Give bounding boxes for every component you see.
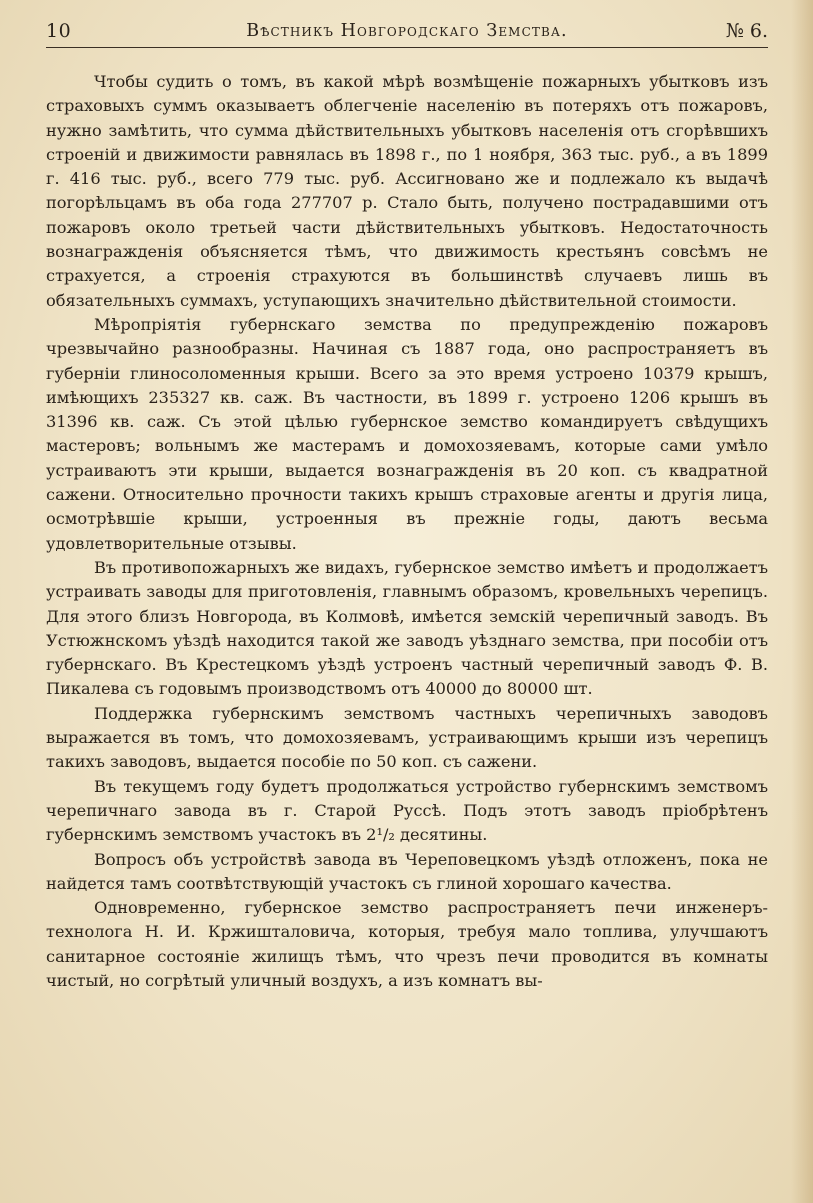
paragraph-stoves: Одновременно, губернское земство распространяетъ печи инженеръ-технолога Н. И. Кржишталовича, которыя, требуя мало топлива, улучшаютъ санитарное состояніе жилищъ тѣмъ, что чрезъ печи проводится въ комнаты чистый, но согрѣтый уличный воздухъ, а изъ комнатъ вы-: [46, 898, 768, 990]
paragraph-tile-factories: Въ противопожарныхъ же видахъ, губернское земство имѣетъ и продолжаетъ устраивать заводы для приготовленія, главнымъ образомъ, кровельныхъ черепицъ. Для этого близъ Новгорода, въ Колмовѣ, имѣется земскій черепичный заводъ. Въ Устюжнскомъ уѣздѣ находится такой же заводъ уѣзднаго земства, при пособіи отъ губернскаго. Въ Крестецкомъ уѣздѣ устроенъ частный черепичный заводъ Ф. В. Пикалева съ годовымъ производствомъ отъ 40000 до 80000 шт.: [46, 557, 768, 699]
paragraph-clay-straw-roofs: Мѣропріятія губернскаго земства по предупрежденію пожаровъ чрезвычайно разнообразны. Начиная съ 1887 года, оно распространяетъ въ губерніи глиносоломенныя крыши. Всего за это время устроено 10379 крышъ, имѣющихъ 235327 кв. саж. Въ частности, въ 1899 г. устроено 1206 крышъ въ 31396 кв. саж. Съ этой цѣлью губернское земство командируетъ свѣдущихъ мастеровъ; вольнымъ же мастерамъ и домохозяевамъ, которые сами умѣло устраиваютъ эти крыши, выдается вознагражденія въ 20 коп. съ квадратной сажени. Относительно прочности такихъ крышъ страховые агенты и другія лица, осмотрѣвшіе крыши, устроенныя въ прежніе годы, даютъ весьма удовлетворительные отзывы.: [46, 314, 768, 553]
journal-title: Вѣстникъ Новгородскаго Земства.: [246, 21, 568, 41]
page-number: 10: [46, 20, 72, 42]
page-edge-shadow: [791, 0, 813, 1203]
paragraph-fire-losses: Чтобы судить о томъ, въ какой мѣрѣ возмѣщеніе пожарныхъ убытковъ изъ страховыхъ суммъ оказываетъ облегченіе населенію въ потеряхъ отъ пожаровъ, нужно замѣтить, что сумма дѣйствительныхъ убытковъ населенія отъ сгорѣвшихъ строеній и движимости равнялась въ 1898 г., по 1 ноября, 363 тыс. руб., а въ 1899 г. 416 тыс. руб., всего 779 тыс. руб. Ассигновано же и подлежало къ выдачѣ погорѣльцамъ въ оба года 277707 р. Стало быть, получено пострадавшими отъ пожаровъ около третьей части дѣйствительныхъ убытковъ. Недостаточность вознагражденія объясняется тѣмъ, что движимость крестьянъ совсѣмъ не страхуется, а строенія страхуются въ большинствѣ случаевъ лишь въ обязательныхъ суммахъ, уступающихъ значительно дѣйствительной стоимости.: [46, 72, 768, 310]
issue-number: № 6.: [725, 20, 768, 42]
paragraph-staraya-russa: Въ текущемъ году будетъ продолжаться устройство губернскимъ земствомъ черепичнаго завода въ г. Старой Руссѣ. Подъ этотъ заводъ пріобрѣтенъ губернскимъ земствомъ участокъ въ 2¹/₂ десятины.: [46, 776, 768, 845]
running-header: [46, 18, 768, 48]
article-body: [46, 70, 768, 993]
header-rule: [46, 47, 768, 48]
paragraph-factory-support: Поддержка губернскимъ земствомъ частныхъ черепичныхъ заводовъ выражается въ томъ, что домохозяевамъ, устраивающимъ крыши изъ черепицъ такихъ заводовъ, выдается пособіе по 50 коп. съ сажени.: [46, 703, 768, 772]
paragraph-cherepovets: Вопросъ объ устройствѣ завода въ Череповецкомъ уѣздѣ отложенъ, пока не найдется тамъ соотвѣтствующій участокъ съ глиной хорошаго качества.: [46, 849, 768, 893]
